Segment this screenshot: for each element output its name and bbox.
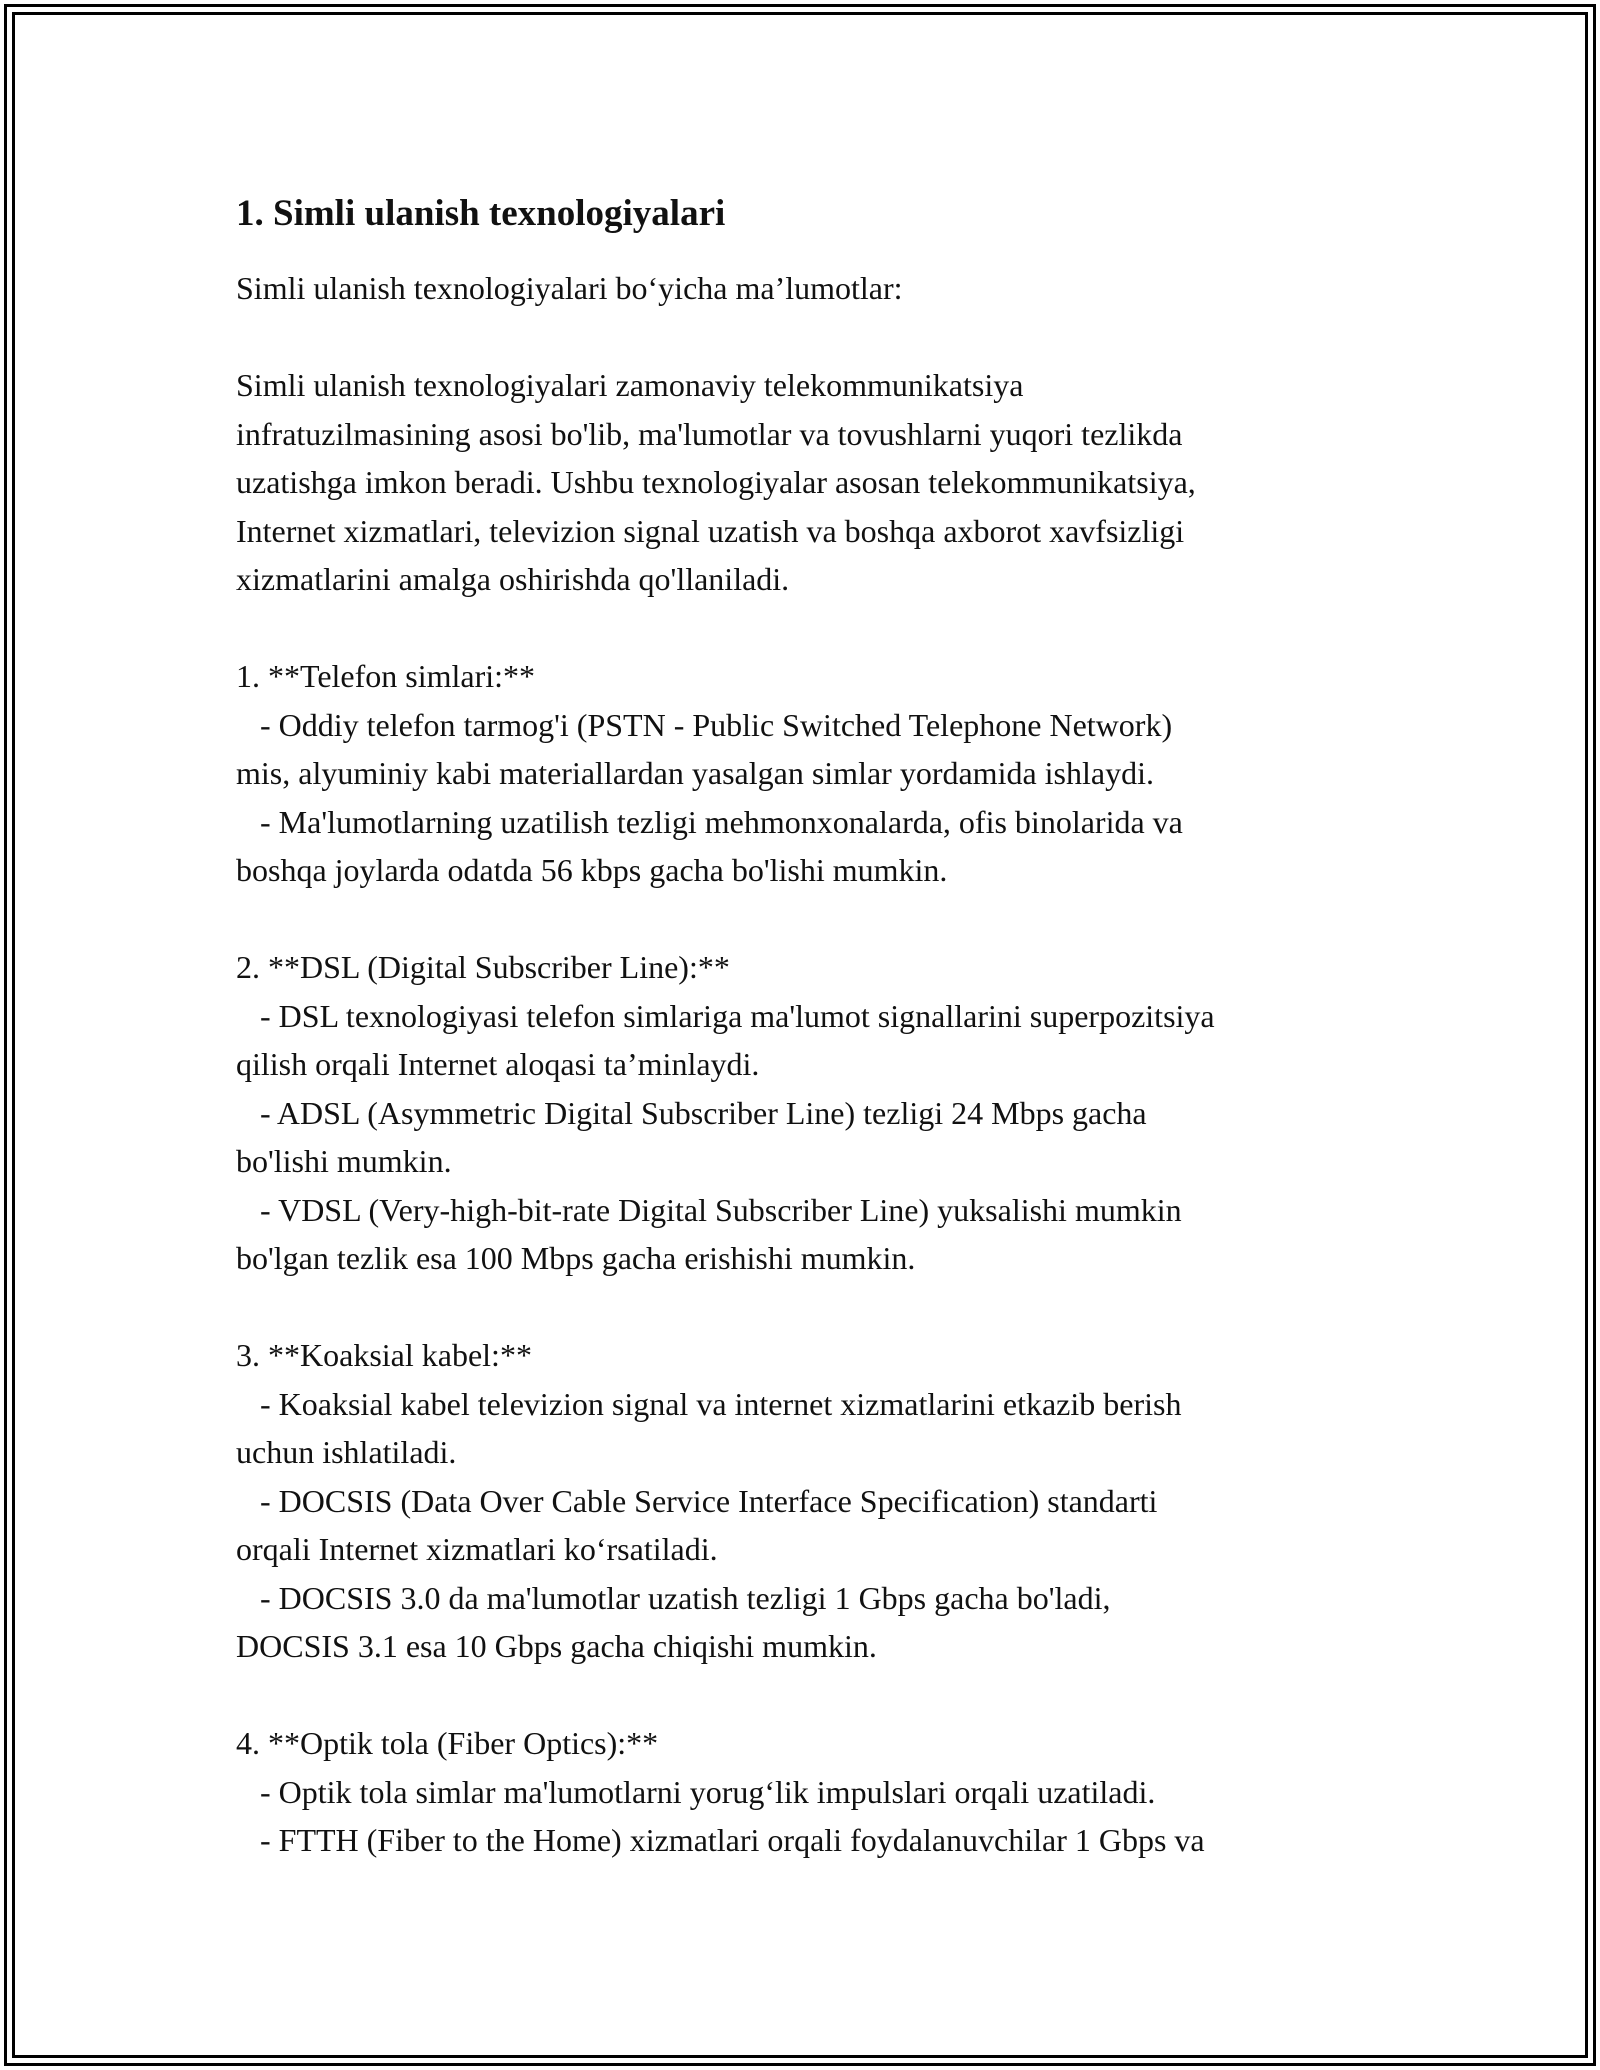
list-item-line: - ADSL (Asymmetric Digital Subscriber Line) tezligi 24 Mbps gacha: [236, 1094, 1147, 1131]
paragraph-line: infratuzilmasining asosi bo'lib, ma'lumotlar va tovushlarni yuqori tezlikda: [236, 415, 1183, 452]
list-item-line: qilish orqali Internet aloqasi ta’minlaydi.: [236, 1046, 760, 1082]
intro-line: Simli ulanish texnologiyalari bo‘yicha ma’lumotlar:: [236, 270, 903, 306]
section-dsl: [236, 943, 1376, 1283]
list-item-line: uchun ishlatiladi.: [236, 1434, 457, 1470]
spacer: [236, 1671, 1376, 1720]
list-item-title: 2. **DSL (Digital Subscriber Line):**: [236, 949, 730, 985]
paragraph-line: Internet xizmatlari, televizion signal uzatish va boshqa axborot xavfsizligi: [236, 512, 1185, 549]
list-item-line: - DOCSIS (Data Over Cable Service Interface Specification) standarti: [236, 1482, 1158, 1519]
spacer: [236, 313, 1376, 362]
section-optik-tola: [236, 1719, 1376, 1865]
list-item-line: boshqa joylarda odatda 56 kbps gacha bo'lishi mumkin.: [236, 852, 948, 888]
list-item-line: - Koaksial kabel televizion signal va internet xizmatlarini etkazib berish: [236, 1385, 1182, 1422]
list-item-line: orqali Internet xizmatlari ko‘rsatiladi.: [236, 1531, 718, 1567]
section-telefon-simlari: [236, 652, 1376, 895]
list-item-title: 1. **Telefon simlari:**: [236, 658, 536, 694]
list-item-line: - FTTH (Fiber to the Home) xizmatlari orqali foydalanuvchilar 1 Gbps va: [236, 1822, 1205, 1858]
list-item-line: - DSL texnologiyasi telefon simlariga ma'lumot signallarini superpozitsiya: [236, 997, 1215, 1034]
list-item-line: mis, alyuminiy kabi materiallardan yasalgan simlar yordamida ishlaydi.: [236, 755, 1154, 791]
list-item-title: 4. **Optik tola (Fiber Optics):**: [236, 1725, 659, 1761]
list-item-line: - Optik tola simlar ma'lumotlarni yorug‘lik impulslari orqali uzatiladi.: [236, 1773, 1156, 1810]
list-item-line: - Ma'lumotlarning uzatilish tezligi mehmonxonalarda, ofis binolarida va: [236, 803, 1183, 840]
spacer: [236, 895, 1376, 944]
paragraph-line: uzatishga imkon beradi. Ushbu texnologiyalar asosan telekommunikatsiya,: [236, 464, 1196, 500]
list-item-line: DOCSIS 3.1 esa 10 Gbps gacha chiqishi mumkin.: [236, 1628, 877, 1664]
paragraph-line: Simli ulanish texnologiyalari zamonaviy telekommunikatsiya: [236, 367, 1024, 403]
intro-paragraph: [236, 361, 1376, 604]
paragraph-line: xizmatlarini amalga oshirishda qo'llaniladi.: [236, 561, 790, 597]
section-koaksial-kabel: [236, 1331, 1376, 1671]
list-item-line: bo'lgan tezlik esa 100 Mbps gacha erishishi mumkin.: [236, 1240, 916, 1276]
list-item-line: - DOCSIS 3.0 da ma'lumotlar uzatish tezligi 1 Gbps gacha bo'ladi,: [236, 1579, 1111, 1616]
spacer: [236, 1283, 1376, 1332]
document-body: [236, 186, 1376, 1865]
list-item-title: 3. **Koaksial kabel:**: [236, 1337, 532, 1373]
list-item-line: - Oddiy telefon tarmog'i (PSTN - Public Switched Telephone Network): [236, 706, 1173, 743]
list-item-line: bo'lishi mumkin.: [236, 1143, 452, 1179]
section-heading: 1. Simli ulanish texnologiyalari: [236, 193, 726, 234]
spacer: [236, 604, 1376, 653]
list-item-line: - VDSL (Very-high-bit-rate Digital Subscriber Line) yuksalishi mumkin: [236, 1191, 1182, 1228]
